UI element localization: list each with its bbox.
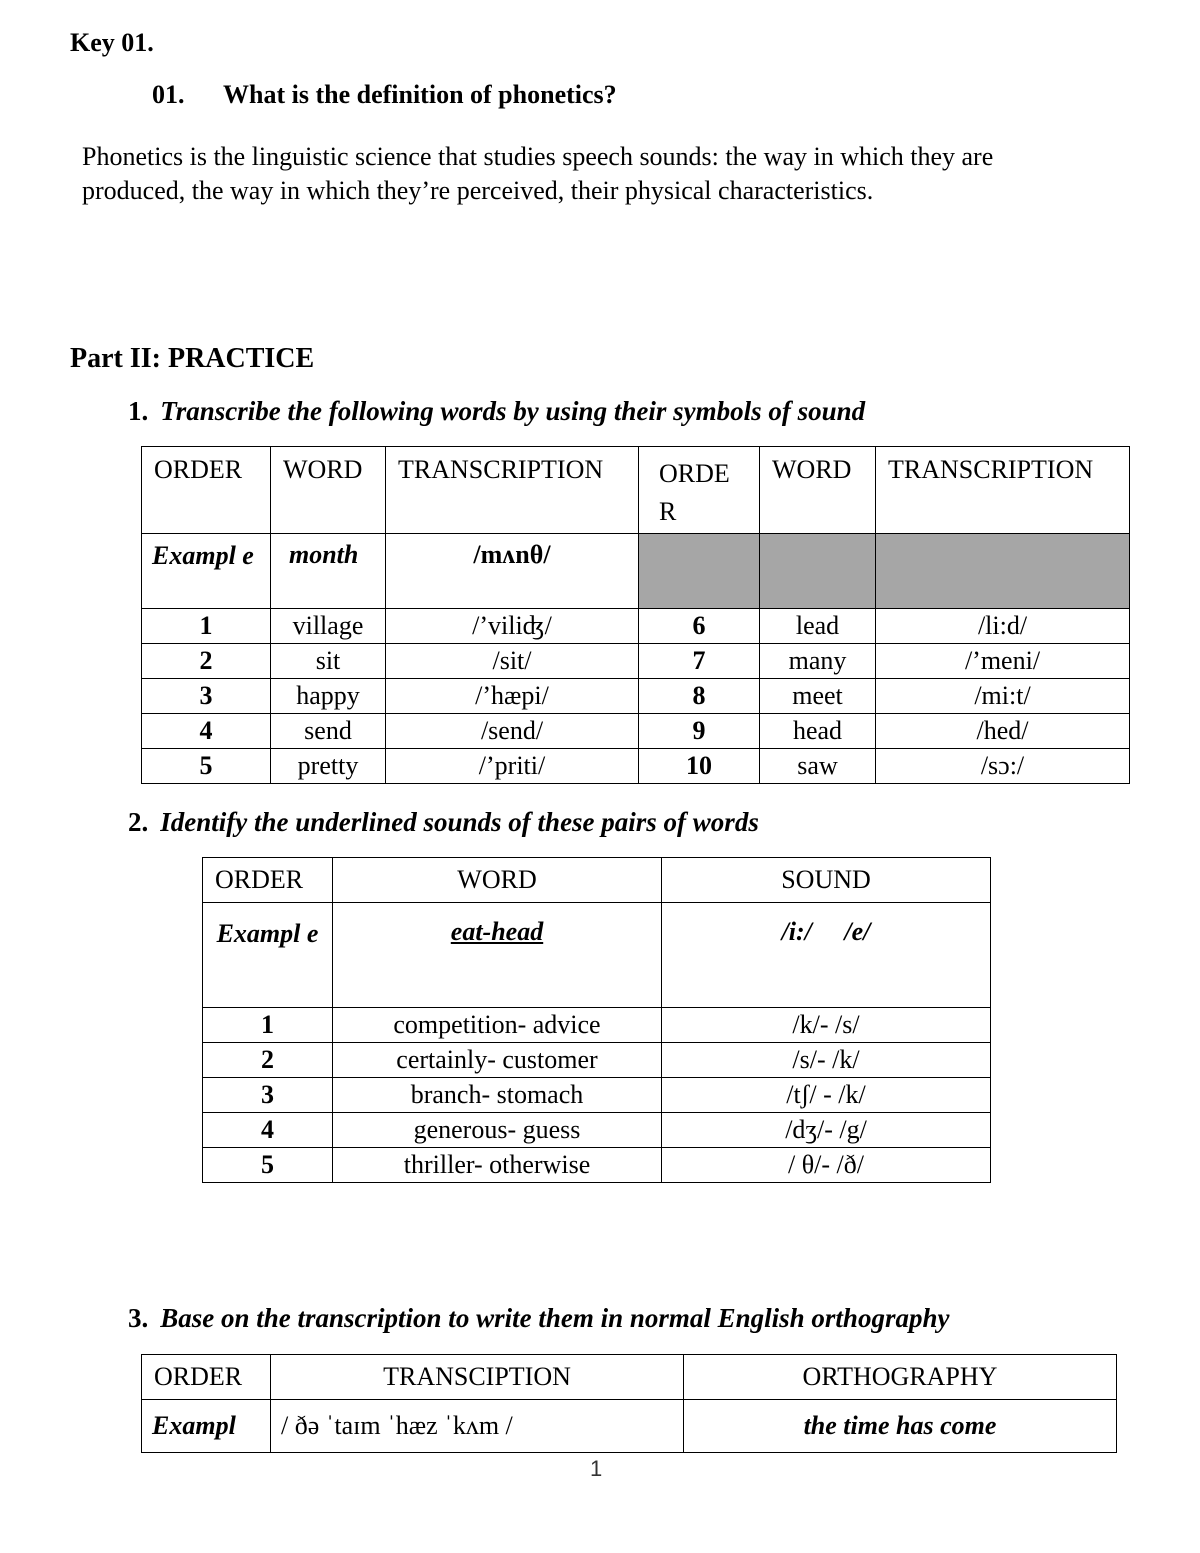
transcription-cell: /’hæpi/ xyxy=(386,679,639,714)
table-row xyxy=(203,1078,991,1113)
header-transcription-right: TRANSCRIPTION xyxy=(876,447,1130,534)
sound-cell: /tʃ/ - /k/ xyxy=(662,1078,991,1113)
shaded-cell xyxy=(760,534,876,609)
transcription-cell: /’priti/ xyxy=(386,749,639,784)
word-cell: head xyxy=(760,714,876,749)
exercise-1-heading xyxy=(128,396,865,427)
sound-cell: /k/- /s/ xyxy=(662,1008,991,1043)
order-cell: 9 xyxy=(639,714,760,749)
example-transcription: /mʌnθ/ xyxy=(386,534,639,609)
exercise-2-heading xyxy=(128,807,759,838)
header-word: WORD xyxy=(271,447,386,534)
header-transcription: TRANSCIPTION xyxy=(271,1355,684,1400)
example-sound: /i:/ /e/ xyxy=(662,903,991,1008)
definition-answer: Phonetics is the linguistic science that studies speech sounds: the way in which they are produced, the way in which they’re perceived, their physical characteristics. xyxy=(82,142,994,205)
example-row xyxy=(203,903,991,1008)
transcription-cell: /send/ xyxy=(386,714,639,749)
order-cell: 1 xyxy=(142,609,271,644)
example-order: Exampl xyxy=(142,1400,271,1453)
transcription-cell: /sit/ xyxy=(386,644,639,679)
order-cell: 6 xyxy=(639,609,760,644)
table-row xyxy=(203,1148,991,1183)
word-cell: pretty xyxy=(271,749,386,784)
sound-cell: / θ/- /ð/ xyxy=(662,1148,991,1183)
order-cell: 5 xyxy=(203,1148,333,1183)
exercise-3-number: 3. xyxy=(128,1303,149,1333)
transcription-table xyxy=(141,446,1130,784)
table-row xyxy=(142,714,1130,749)
table-row xyxy=(142,644,1130,679)
example-word: eat-head xyxy=(333,903,662,1008)
transcription-cell: /mi:t/ xyxy=(876,679,1130,714)
header-orthography: ORTHOGRAPHY xyxy=(684,1355,1117,1400)
word-cell: village xyxy=(271,609,386,644)
sound-cell: /dʒ/- /g/ xyxy=(662,1113,991,1148)
page-number: 1 xyxy=(590,1456,603,1481)
table-row xyxy=(203,1113,991,1148)
exercise-1-title: Transcribe the following words by using their symbols of sound xyxy=(160,396,866,426)
example-transcription: / ðə ˈtaɪm ˈhæz ˈkʌm / xyxy=(271,1400,684,1453)
example-row xyxy=(142,1400,1117,1453)
question-number: 01. xyxy=(152,80,185,109)
word-pair-cell: branch- stomach xyxy=(333,1078,662,1113)
table-row xyxy=(203,1043,991,1078)
header-transcription: TRANSCRIPTION xyxy=(386,447,639,534)
word-pair-cell: thriller- otherwise xyxy=(333,1148,662,1183)
word-cell: send xyxy=(271,714,386,749)
order-cell: 3 xyxy=(203,1078,333,1113)
table-header-row xyxy=(142,447,1130,534)
question-text: What is the definition of phonetics? xyxy=(223,80,617,109)
word-cell: sit xyxy=(271,644,386,679)
order-cell: 4 xyxy=(142,714,271,749)
orthography-table xyxy=(141,1354,1117,1453)
order-cell: 4 xyxy=(203,1113,333,1148)
part-heading: Part II: PRACTICE xyxy=(70,343,315,374)
order-cell: 2 xyxy=(142,644,271,679)
header-sound: SOUND xyxy=(662,858,991,903)
order-cell: 8 xyxy=(639,679,760,714)
key-title: Key 01. xyxy=(70,28,154,57)
exercise-1-number: 1. xyxy=(128,396,149,426)
transcription-cell: /’meni/ xyxy=(876,644,1130,679)
table-header-row xyxy=(203,858,991,903)
table-row xyxy=(142,609,1130,644)
header-word-right: WORD xyxy=(760,447,876,534)
word-pair-cell: competition- advice xyxy=(333,1008,662,1043)
order-cell: 3 xyxy=(142,679,271,714)
shaded-cell xyxy=(876,534,1130,609)
example-order: Exampl e xyxy=(142,534,271,609)
shaded-cell xyxy=(639,534,760,609)
header-order: ORDER xyxy=(203,858,333,903)
header-order: ORDER xyxy=(142,1355,271,1400)
order-cell: 5 xyxy=(142,749,271,784)
exercise-2-number: 2. xyxy=(128,807,149,837)
table-row xyxy=(203,1008,991,1043)
table-row xyxy=(142,749,1130,784)
order-cell: 1 xyxy=(203,1008,333,1043)
header-order-right: ORDE R xyxy=(639,447,760,534)
exercise-2-title: Identify the underlined sounds of these pairs of words xyxy=(160,807,759,837)
word-cell: happy xyxy=(271,679,386,714)
word-cell: many xyxy=(760,644,876,679)
order-cell: 10 xyxy=(639,749,760,784)
exercise-3-title: Base on the transcription to write them in normal English orthography xyxy=(160,1303,950,1333)
transcription-cell: /’viliʤ/ xyxy=(386,609,639,644)
header-word: WORD xyxy=(333,858,662,903)
table-row xyxy=(142,679,1130,714)
header-order: ORDER xyxy=(142,447,271,534)
word-cell: lead xyxy=(760,609,876,644)
exercise-3-heading xyxy=(128,1303,949,1334)
order-cell: 2 xyxy=(203,1043,333,1078)
transcription-cell: /hed/ xyxy=(876,714,1130,749)
word-cell: saw xyxy=(760,749,876,784)
example-word: month xyxy=(271,534,386,609)
sound-cell: /s/- /k/ xyxy=(662,1043,991,1078)
word-cell: meet xyxy=(760,679,876,714)
underlined-sounds-table xyxy=(202,857,991,1183)
word-pair-cell: certainly- customer xyxy=(333,1043,662,1078)
example-row xyxy=(142,534,1130,609)
transcription-cell: /sɔ:/ xyxy=(876,749,1130,784)
word-pair-cell: generous- guess xyxy=(333,1113,662,1148)
table-header-row xyxy=(142,1355,1117,1400)
example-order: Exampl e xyxy=(203,903,333,1008)
order-cell: 7 xyxy=(639,644,760,679)
transcription-cell: /li:d/ xyxy=(876,609,1130,644)
example-orthography: the time has come xyxy=(684,1400,1117,1453)
